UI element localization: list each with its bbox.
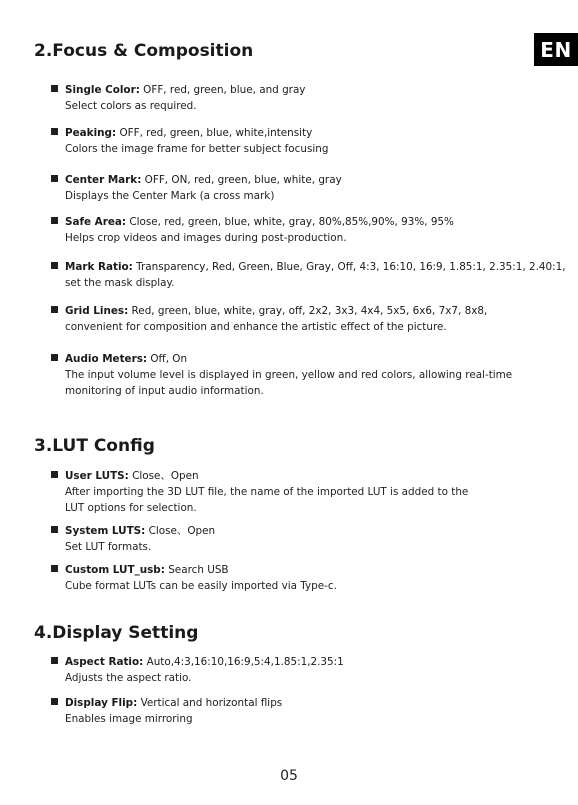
item-value: OFF, red, green, blue, white,intensity bbox=[116, 127, 313, 139]
item-description: monitoring of input audio information. bbox=[65, 385, 264, 397]
item-description: Helps crop videos and images during post-production. bbox=[65, 232, 347, 244]
item-label: Single Color: bbox=[65, 84, 140, 96]
bullet-icon bbox=[51, 657, 58, 664]
bullet-icon bbox=[51, 526, 58, 533]
bullet-icon bbox=[51, 354, 58, 361]
item-value: OFF, ON, red, green, blue, white, gray bbox=[141, 174, 342, 186]
item-description: After importing the 3D LUT file, the name of the imported LUT is added to the bbox=[65, 486, 469, 498]
item-value: Close、Open bbox=[128, 470, 199, 482]
item-label: Safe Area: bbox=[65, 216, 127, 228]
item-value: Close、Open bbox=[145, 525, 216, 537]
item-value: Search USB bbox=[164, 564, 229, 576]
item-value: Close, red, green, blue, white, gray, 80%,85%,90%, 93%, 95% bbox=[126, 216, 454, 228]
bullet-icon bbox=[51, 85, 58, 92]
item-label: User LUTS: bbox=[65, 470, 129, 482]
item-label: Mark Ratio: bbox=[65, 261, 133, 273]
bullet-icon bbox=[51, 698, 58, 705]
item-description: LUT options for selection. bbox=[65, 502, 197, 514]
item-label: Display Flip: bbox=[65, 697, 138, 709]
item-label: Grid Lines: bbox=[65, 305, 129, 317]
bullet-icon bbox=[51, 262, 58, 269]
item-value: Vertical and horizontal flips bbox=[137, 697, 283, 709]
item-description: Adjusts the aspect ratio. bbox=[65, 672, 192, 684]
language-badge: EN bbox=[534, 33, 578, 66]
list-item-custom-lut-usb bbox=[51, 562, 561, 594]
list-item-mark-ratio bbox=[51, 259, 566, 291]
item-label: Custom LUT_usb: bbox=[65, 564, 165, 576]
item-label: Peaking: bbox=[65, 127, 117, 139]
item-description: convenient for composition and enhance the artistic effect of the picture. bbox=[65, 321, 447, 333]
bullet-icon bbox=[51, 565, 58, 572]
list-item-system-luts bbox=[51, 523, 561, 555]
bullet-icon bbox=[51, 128, 58, 135]
item-label: Audio Meters: bbox=[65, 353, 148, 365]
list-item-peaking bbox=[51, 125, 561, 157]
item-description: The input volume level is displayed in green, yellow and red colors, allowing real-time bbox=[65, 369, 513, 381]
item-value: Transparency, Red, Green, Blue, Gray, Off, 4:3, 16:10, 16:9, 1.85:1, 2.35:1, 2.40:1, bbox=[132, 261, 566, 273]
bullet-icon bbox=[51, 175, 58, 182]
bullet-icon bbox=[51, 306, 58, 313]
item-description: set the mask display. bbox=[65, 277, 175, 289]
list-item-display-flip bbox=[51, 695, 561, 727]
section-title-display-setting: 4.Display Setting bbox=[34, 623, 199, 643]
list-item-safe-area bbox=[51, 214, 561, 246]
item-description: Set LUT formats. bbox=[65, 541, 152, 553]
item-description: Select colors as required. bbox=[65, 100, 197, 112]
list-item-center-mark bbox=[51, 172, 561, 204]
section-title-lut-config: 3.LUT Config bbox=[34, 436, 155, 456]
list-item-aspect-ratio bbox=[51, 654, 561, 686]
bullet-icon bbox=[51, 217, 58, 224]
item-value: OFF, red, green, blue, and gray bbox=[139, 84, 306, 96]
item-label: Center Mark: bbox=[65, 174, 142, 186]
item-value: Off, On bbox=[147, 353, 188, 365]
list-item-audio-meters bbox=[51, 351, 561, 399]
section-title-focus-composition: 2.Focus & Composition bbox=[34, 41, 254, 61]
item-value: Red, green, blue, white, gray, off, 2x2, 3x3, 4x4, 5x5, 6x6, 7x7, 8x8, bbox=[128, 305, 488, 317]
bullet-icon bbox=[51, 471, 58, 478]
list-item-single-color bbox=[51, 82, 561, 114]
item-description: Colors the image frame for better subject focusing bbox=[65, 143, 329, 155]
page-number: 05 bbox=[280, 768, 298, 784]
item-description: Cube format LUTs can be easily imported via Type-c. bbox=[65, 580, 337, 592]
list-item-grid-lines bbox=[51, 303, 561, 335]
item-label: Aspect Ratio: bbox=[65, 656, 144, 668]
item-label: System LUTS: bbox=[65, 525, 146, 537]
item-value: Auto,4:3,16:10,16:9,5:4,1.85:1,2.35:1 bbox=[143, 656, 344, 668]
list-item-user-luts bbox=[51, 468, 561, 516]
item-description: Enables image mirroring bbox=[65, 713, 193, 725]
item-description: Displays the Center Mark (a cross mark) bbox=[65, 190, 275, 202]
